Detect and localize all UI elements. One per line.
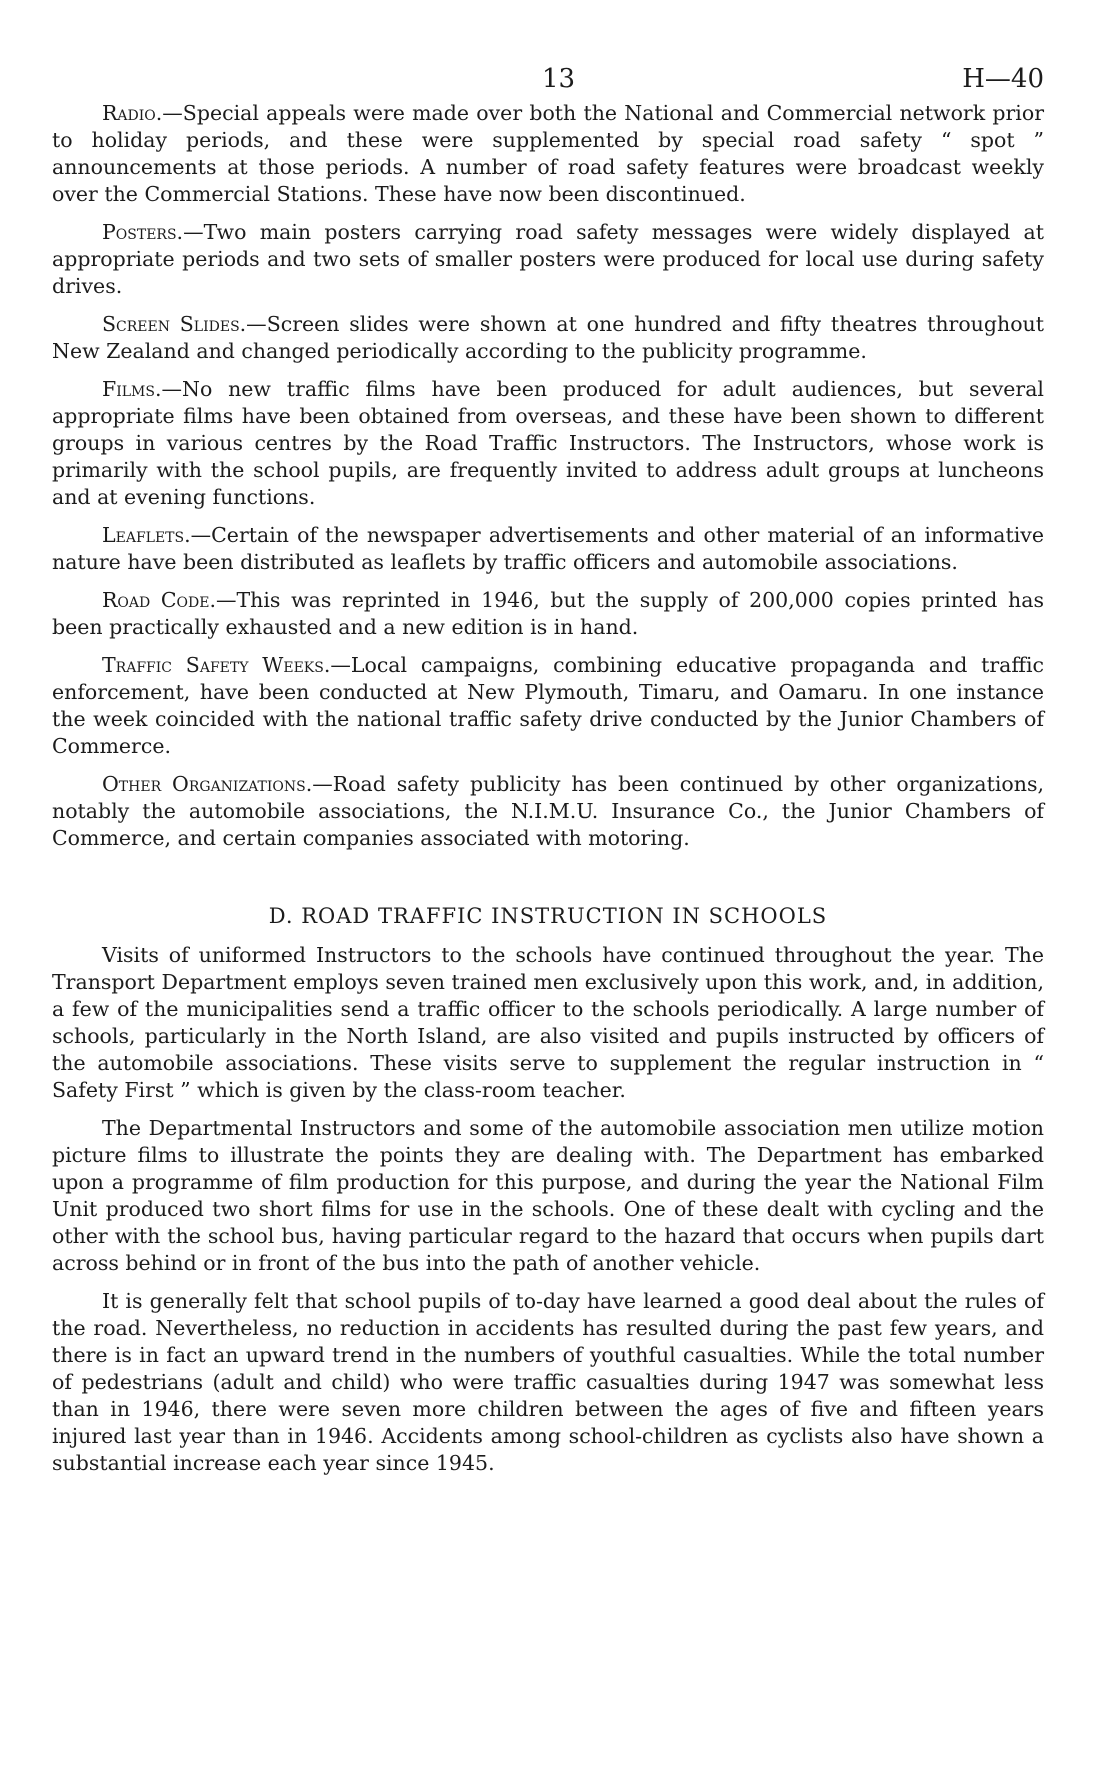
paragraph-text: Two main posters carrying road safety messages were widely displayed at appropriate periods and two sets of smaller posters were produced for local use during safety drives.	[52, 220, 1044, 298]
paragraph-leaflets	[52, 522, 1044, 576]
document-page	[52, 64, 1044, 1477]
paragraph-posters	[52, 219, 1044, 300]
school-paragraph-casualties: It is generally felt that school pupils of to-day have learned a good deal about the rules of the road. Nevertheless, no reduction in accidents has resulted during the past few years, and there is in fact an upward trend in the numbers of youthful casualties. While the total number of pedestrians (adult and child) who were traffic casualties during 1947 was somewhat less than in 1946, there were seven more children between the ages of five and fifteen years injured last year than in 1946. Accidents among school-children as cyclists also have shown a substantial increase each year since 1945.	[52, 1289, 1044, 1475]
paragraph-traffic-safety-weeks	[52, 652, 1044, 760]
paragraph-lead: Posters.—	[102, 220, 204, 244]
page-header	[52, 64, 1044, 100]
paragraph-text: No new traffic films have been produced for adult audiences, but several appropriate films have been obtained from overseas, and these have been shown to different groups in various centres by the Road Traffic Instructors. The Instructors, whose work is primarily with the school pupils, are frequently invited to address adult groups at luncheons and at evening functions.	[52, 377, 1044, 509]
paragraph-text: This was reprinted in 1946, but the supply of 200,000 copies printed has been practically exhausted and a new edition is in hand.	[52, 588, 1044, 639]
paragraph-lead: Traffic Safety Weeks.—	[102, 653, 351, 677]
paragraph-other-organizations	[52, 771, 1044, 852]
paragraph-lead: Films.—	[102, 377, 182, 401]
paragraph-road-code	[52, 587, 1044, 641]
paragraph-lead: Other Organizations.—	[102, 772, 333, 796]
paragraph-text: Certain of the newspaper advertisements and other material of an informative nature have been distributed as leaflets by traffic officers and automobile associations.	[52, 523, 1044, 574]
paragraph-text: Road safety publicity has been continued by other organizations, notably the automobile associations, the N.I.M.U. Insurance Co., the Junior Chambers of Commerce, and certain companies associated with motoring.	[52, 772, 1044, 850]
paragraph-lead: Radio.—	[102, 101, 183, 125]
section-heading: D. ROAD TRAFFIC INSTRUCTION IN SCHOOLS	[268, 904, 828, 928]
paragraph-screen-slides	[52, 311, 1044, 365]
school-paragraph-visits: Visits of uniformed Instructors to the schools have continued throughout the year. The Transport Department employs seven trained men exclusively upon this work, and, in addition, a few of the municipalities send a traffic officer to the schools periodically. A large number of schools, particularly in the North Island, are also visited and pupils instructed by officers of the automobile associations. These visits serve to supplement the regular instruction in “ Safety First ” which is given by the class-room teacher.	[52, 943, 1044, 1102]
school-paragraph-films: The Departmental Instructors and some of the automobile association men utilize motion picture films to illustrate the points they are dealing with. The Department has embarked upon a programme of film production for this purpose, and during the year the National Film Unit produced two short films for use in the schools. One of these dealt with cycling and the other with the school bus, having particular regard to the hazard that occurs when pupils dart across behind or in front of the bus into the path of another vehicle.	[52, 1116, 1044, 1275]
paragraph-text: Special appeals were made over both the National and Commercial network prior to holiday periods, and these were supplemented by special road safety “ spot ” announcements at those periods. A number of road safety features were broadcast weekly over the Commercial Stations. These have now been discontinued.	[52, 101, 1044, 206]
paragraph-lead: Leaflets.—	[102, 523, 212, 547]
paragraph-lead: Screen Slides.—	[102, 312, 267, 336]
paragraph-text: Screen slides were shown at one hundred and fifty theatres throughout New Zealand and changed periodically according to the publicity programme.	[52, 312, 1044, 363]
document-code: H—40	[962, 64, 1044, 94]
paragraph-radio	[52, 100, 1044, 208]
paragraph-text: Local campaigns, combining educative propaganda and traffic enforcement, have been conducted at New Plymouth, Timaru, and Oamaru. In one instance the week coincided with the national traffic safety drive conducted by the Junior Chambers of Commerce.	[52, 653, 1044, 758]
paragraph-lead: Road Code.—	[102, 588, 237, 612]
paragraph-films	[52, 376, 1044, 511]
page-number: 13	[542, 64, 576, 94]
